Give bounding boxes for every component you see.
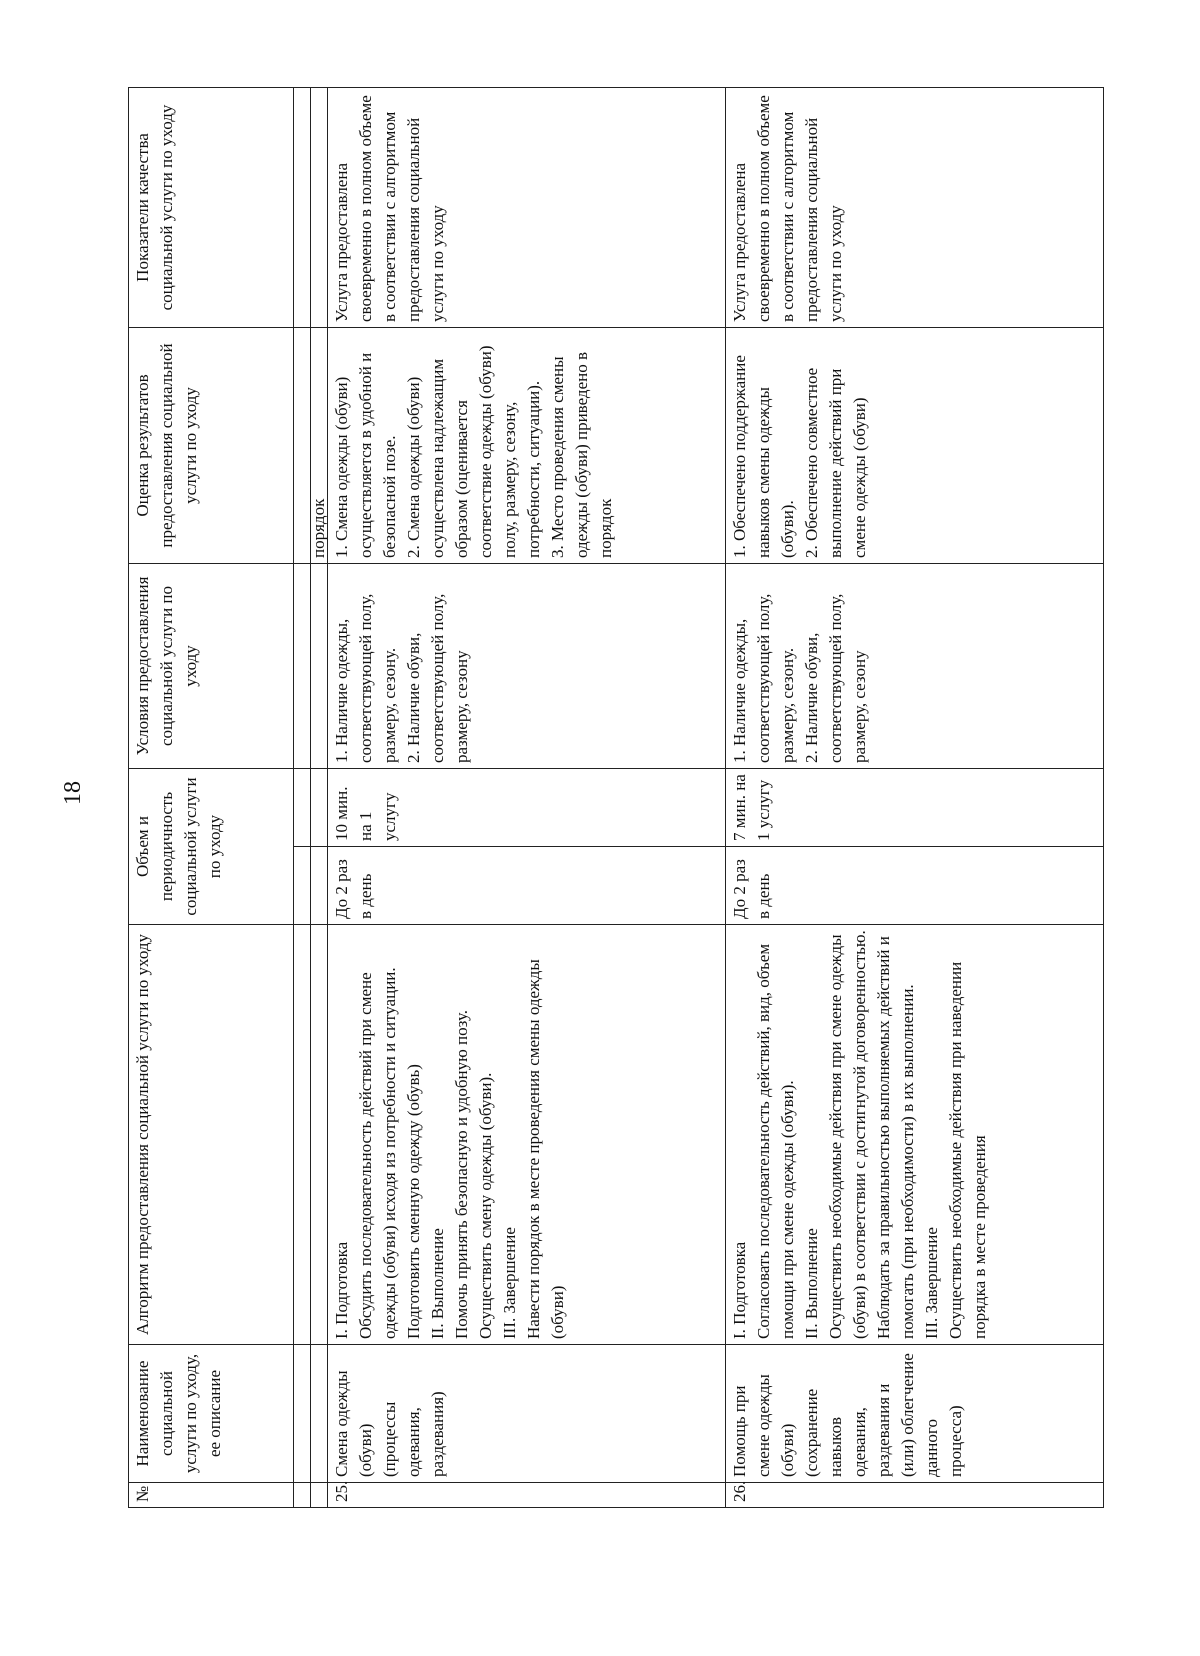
header-row [129,87,294,1507]
continuation-text: порядок [311,327,328,563]
service-conditions: 1. Наличие одежды, соответствующей полу, размеру, сезону. 2. Наличие обуви, соответствующей полу, размеру, сезону [726,563,1104,768]
header-name: Наименование социальной услуги по уходу, ее описание [129,1345,294,1483]
empty-cell [294,327,311,563]
empty-cell [294,1345,311,1483]
empty-cell [294,1483,311,1508]
empty-cell [294,87,311,327]
service-evaluation: 1. Смена одежды (обуви) осуществляется в удобной и безопасной позе. 2. Смена одежды (обуви) осуществлена надлежащим образом (оценивается соответствие одежды (обуви) полу, размеру, сезону, потребности, ситуации). 3. Место проведения смены одежды (обуви) приведено в порядок [328,327,726,563]
empty-cell [294,925,311,1345]
table-row [328,87,726,1507]
services-table [128,87,1104,1508]
empty-cell [294,563,311,768]
service-algorithm: I. Подготовка Обсудить последовательность действий при смене одежды (обуви) исходя из потребности и ситуации. Подготовить сменную одежду (обувь) II. Выполнение Помочь принять безопасную и удобную позу. Осуществить смену одежды (обуви). III. Завершение Навести порядок в месте проведения смены одежды (обуви) [328,925,726,1345]
row-num: 26. [726,1483,1104,1508]
service-duration: 10 мин. на 1 услугу [328,768,726,846]
empty-cell [311,925,328,1345]
header-volume: Объем и периодичность социальной услуги по уходу [129,768,294,924]
empty-cell [311,1483,328,1508]
empty-cell [311,1345,328,1483]
empty-cell [311,768,328,846]
page-number: 18 [60,781,86,805]
empty-cell [294,768,311,846]
subheader-row [294,87,311,1507]
service-quality: Услуга предоставлена своевременно в полном объеме в соответствии с алгоритмом предоставления социальной услуги по уходу [328,87,726,327]
service-evaluation: 1. Обеспечено поддержание навыков смены одежды (обуви). 2. Обеспечено совместное выполнение действий при смене одежды (обуви) [726,327,1104,563]
row-num: 25. [328,1483,726,1508]
rotated-table-container [128,88,1088,1508]
service-periodicity: До 2 раз в день [726,847,1104,925]
empty-cell [311,87,328,327]
service-name: Помощь при смене одежды (обуви) (сохранение навыков одевания, раздевания и (или) облегчение данного процесса) [726,1345,1104,1483]
header-conditions: Условия предоставления социальной услуги по уходу [129,563,294,768]
empty-cell [311,563,328,768]
empty-cell [311,847,328,925]
service-periodicity: До 2 раз в день [328,847,726,925]
header-evaluation: Оценка результатов предоставления социальной услуги по уходу [129,327,294,563]
service-duration: 7 мин. на 1 услугу [726,768,1104,846]
header-num: № [129,1483,294,1508]
service-algorithm: I. Подготовка Согласовать последовательность действий, вид, объем помощи при смене одежды (обуви). II. Выполнение Осуществить необходимые действия при смене одежды (обуви) в соответствии с достигнутой договоренностью. Наблюдать за правильностью выполняемых действий и помогать (при необходимости) в их выполнении. III. Завершение Осуществить необходимые действия при наведении порядка в месте проведения [726,925,1104,1345]
header-algorithm: Алгоритм предоставления социальной услуги по уходу [129,925,294,1345]
service-quality: Услуга предоставлена своевременно в полном объеме в соответствии с алгоритмом предоставления социальной услуги по уходу [726,87,1104,327]
empty-cell [294,847,311,925]
service-conditions: 1. Наличие одежды, соответствующей полу, размеру, сезону. 2. Наличие обуви, соответствующей полу, размеру, сезону [328,563,726,768]
service-name: Смена одежды (обуви) (процессы одевания, раздевания) [328,1345,726,1483]
header-quality: Показатели качества социальной услуги по уходу [129,87,294,327]
continuation-row [311,87,328,1507]
table-row [726,87,1104,1507]
